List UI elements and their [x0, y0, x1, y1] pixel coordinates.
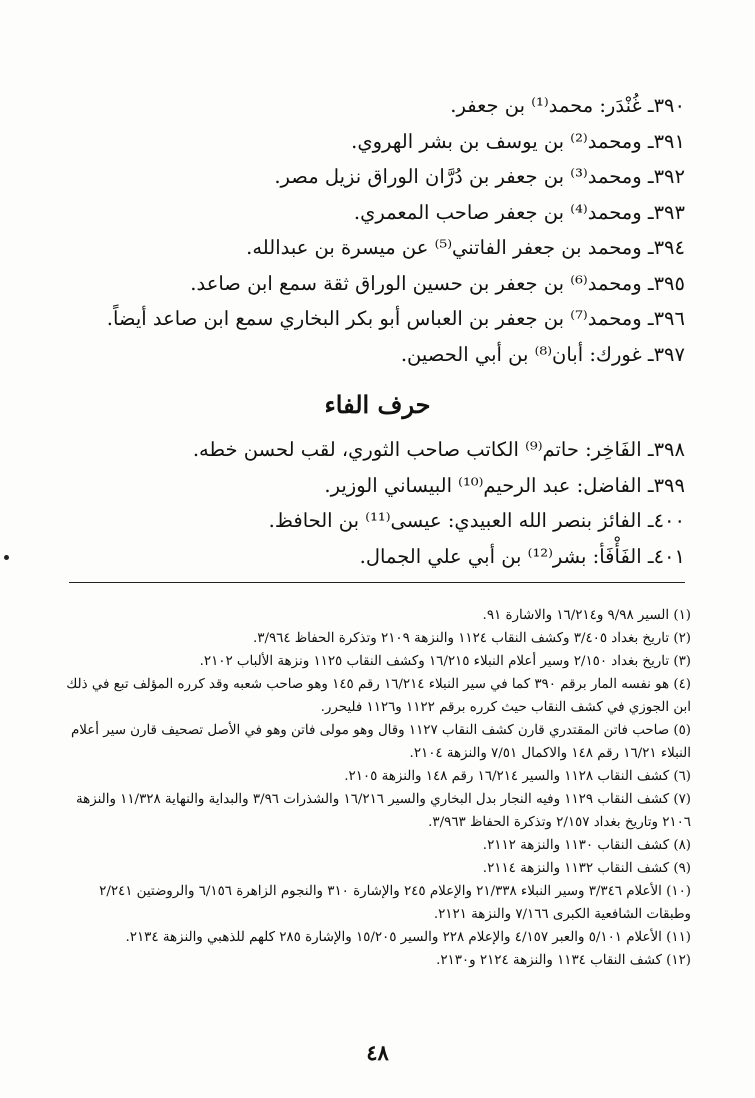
list-item: ٣٩٢ـ ومحمد⁽³⁾ بن جعفر بن دُرَّان الوراق نزيل مصر.: [274, 165, 685, 188]
footnote: (٩) كشف النقاب ١١٣٢ والنزهة ٢١١٤.: [482, 861, 691, 876]
footnote: (٣) تاريخ بغداد ٢/١٥٠ وسير أعلام النبلاء ١٦/٢١٥ وكشف النقاب ١١٢٥ ونزهة الألباب ٢١٠٢.: [199, 654, 691, 669]
footnote: (١) السير ٩/٩٨ و١٦/٢١٤ والاشارة ٩١.: [482, 608, 691, 623]
list-item: ٤٠١ـ الفَأْفَأ: بشر⁽¹²⁾ بن أبي علي الجمال.: [359, 544, 685, 568]
footnote: (١٠) الأعلام ٣/٣٤٦ وسير النبلاء ٢١/٣٣٨ والإعلام ٢٤٥ والإشارة ٣١٠ والنجوم الزاهرة ٦/١٥٦ والروضتين ٢/٢٤١ وطبقات الشافعية الكبرى ٧/١٦٦ والنزهة ٢١٢١.: [99, 884, 691, 922]
entries-list-fa: [45, 432, 685, 574]
footnote: (١١) الأعلام ٥/١٠١ والعبر ٤/١٥٧ والإعلام ٢٢٨ والسير ١٥/٢٠٥ والإشارة ٢٨٥ كلهم للذهبي والنزهة ٢١٣٤.: [125, 930, 691, 945]
list-item: ٣٩٩ـ الفاضل: عبد الرحيم⁽¹⁰⁾ البيساني الوزير.: [324, 473, 685, 497]
entries-list: [45, 88, 685, 372]
footnote: (٥) صاحب فاتن المقتدري قارن كشف النقاب ١١٢٧ وقال وهو مولى فاتن وهو في الأصل تصحيف قارن سير أعلام النبلاء ١٦/٢١ رقم ١٤٨ والاكمال ٧/٥١ والنزهة ٢١٠٤.: [71, 723, 691, 761]
list-item: ٣٩٦ـ ومحمد⁽⁷⁾ بن جعفر بن العباس أبو بكر البخاري سمع ابن صاعد أيضاً.: [106, 307, 685, 330]
footnote: (٨) كشف النقاب ١١٣٠ والنزهة ٢١١٢.: [482, 838, 691, 853]
footnote: (٧) كشف النقاب ١١٢٩ وفيه النجار بدل البخاري والسير ١٦/٢١٦ والشذرات ٣/٩٦ والبداية والنهاية ١١/٣٢٨ والنزهة ٢١٠٦ وتاريخ بغداد ٢/١٥٧ وتذكرة الحفاظ ٣/٩٦٣.: [75, 792, 691, 830]
list-item: ٣٩٠ـ غُنْدَر: محمد⁽¹⁾ بن جعفر.: [450, 94, 685, 117]
footnote-divider: [69, 582, 685, 583]
scan-mark: [4, 555, 9, 560]
list-item: ٣٩٧ـ غورك: أبان⁽⁸⁾ بن أبي الحصين.: [400, 342, 685, 366]
list-item: ٣٩٣ـ ومحمد⁽⁴⁾ بن جعفر صاحب المعمري.: [353, 200, 685, 224]
list-item: ٣٩٥ـ ومحمد⁽⁶⁾ بن جعفر بن حسين الوراق ثقة سمع ابن صاعد.: [190, 271, 685, 295]
footnote: (١٢) كشف النقاب ١١٣٤ والنزهة ٢١٢٤ و٢١٣٠.: [436, 953, 691, 968]
page-number: ٤٨: [366, 1040, 389, 1065]
footnote: (٢) تاريخ بغداد ٣/٤٠٥ وكشف النقاب ١١٢٤ والنزهة ٢١٠٩ وتذكرة الحفاظ ٣/٩٦٤.: [253, 631, 691, 646]
list-item: ٣٩١ـ ومحمد⁽²⁾ بن يوسف بن بشر الهروي.: [351, 129, 685, 153]
footnotes: [59, 604, 691, 972]
footnote: (٤) هو نفسه المار برقم ٣٩٠ كما في سير النبلاء ١٦/٢١٤ رقم ١٤٥ وهو صاحب شعبه وقد كرره المؤلف تبع في ذلك ابن الجوزي في كشف النقاب حيث كرره برقم ١١٢٢ و١١٢٦ فليحرر.: [66, 677, 691, 715]
list-item: ٣٩٤ـ ومحمد بن جعفر الفاتني⁽⁵⁾ عن ميسرة بن عبدالله.: [246, 236, 685, 259]
footnote: (٦) كشف النقاب ١١٢٨ والسير ١٦/٢١٤ رقم ١٤٨ والنزهة ٢١٠٥.: [344, 769, 691, 784]
list-item: ٤٠٠ـ الفائز بنصر الله العبيدي: عيسى⁽¹¹⁾ بن الحافظ.: [268, 509, 685, 532]
section-heading: حرف الفاء: [324, 390, 431, 419]
list-item: ٣٩٨ـ الفَاخِر: حاتم⁽⁹⁾ الكاتب صاحب الثوري، لقب لحسن خطه.: [192, 438, 685, 461]
